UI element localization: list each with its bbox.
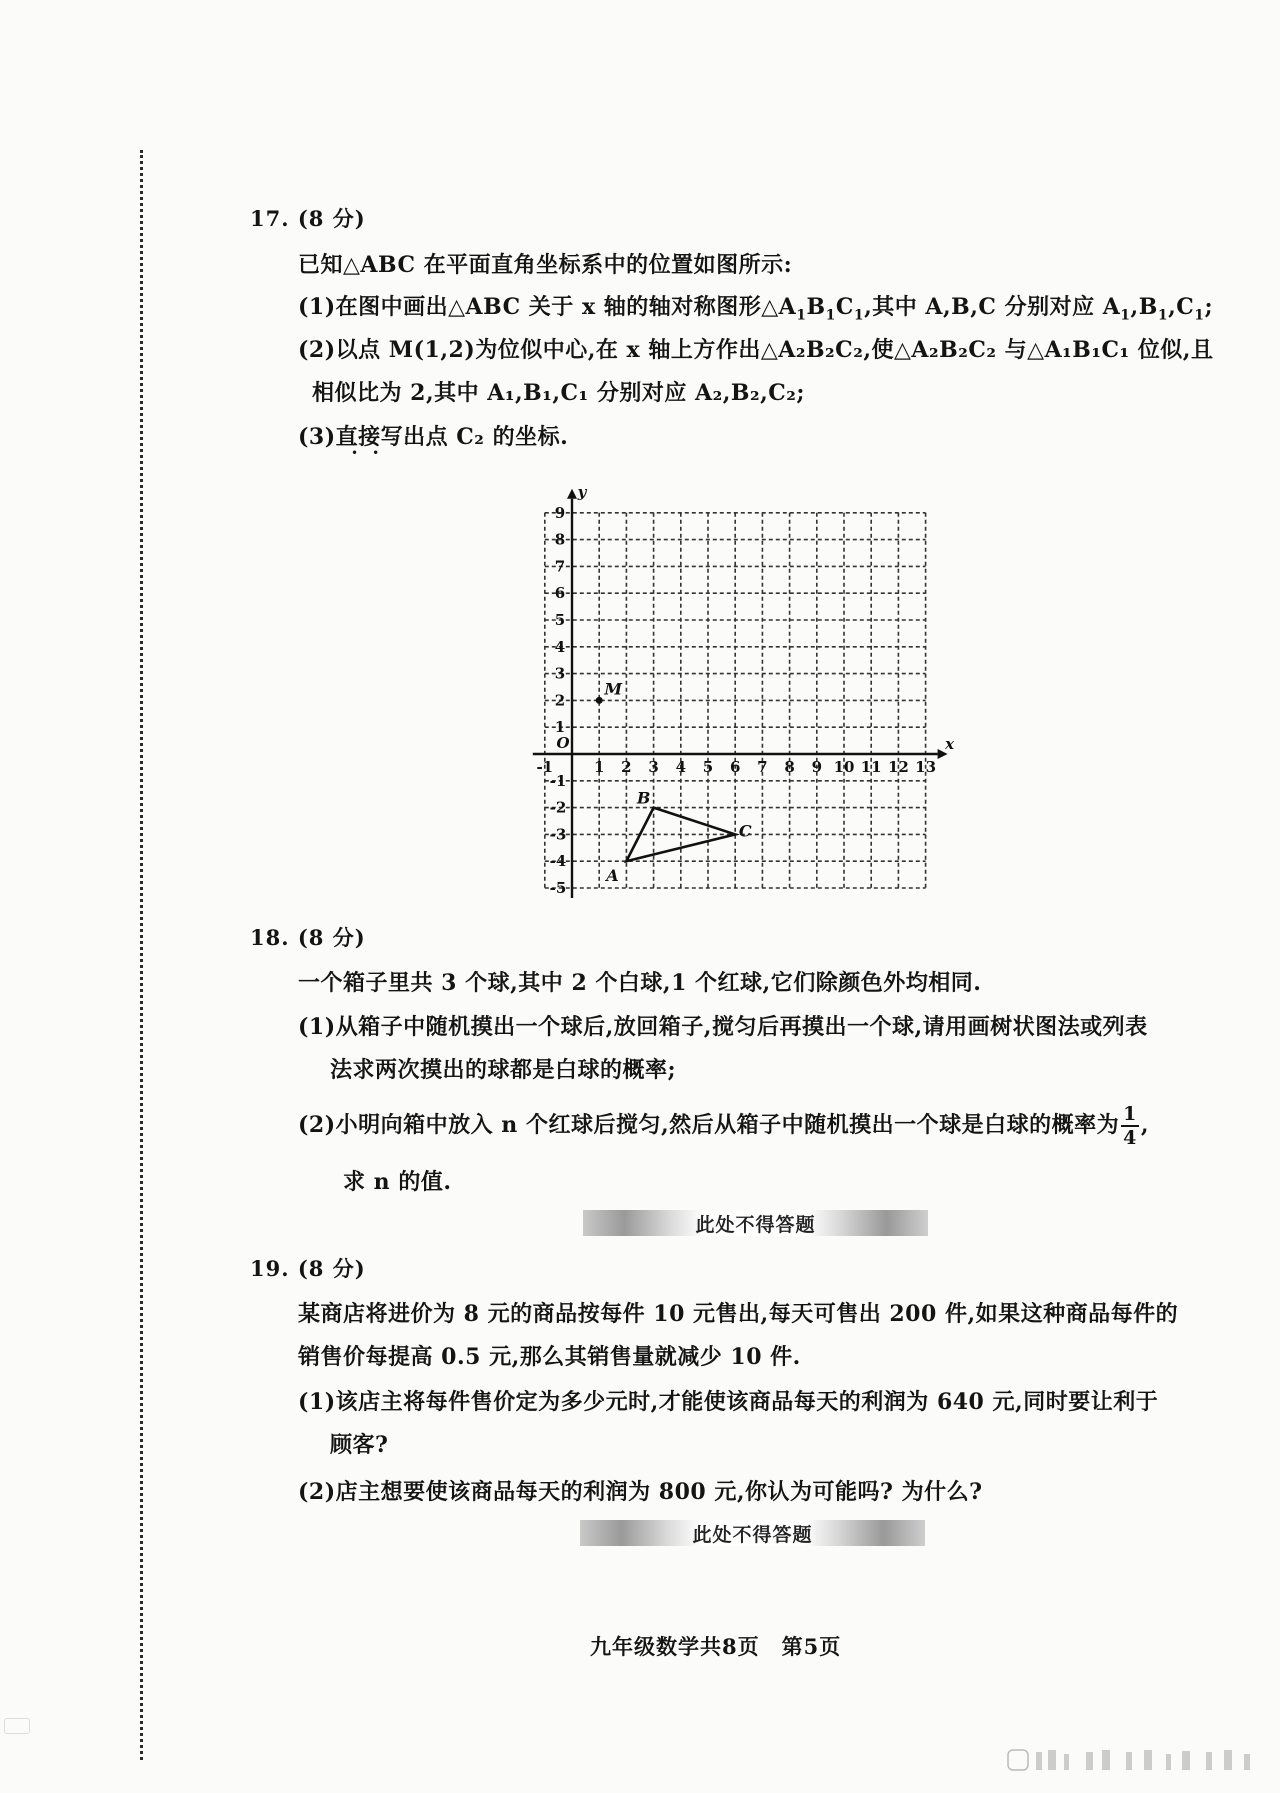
y-axis-arrow [567,489,577,499]
x-tick-label: 12 [887,758,909,776]
q18-part1-line2: 法求两次摸出的球都是白球的概率; [330,1057,677,1083]
scan-edge-marks [1006,1748,1266,1774]
q19-part1-line1: (1)该店主将每件售价定为多少元时,才能使该商品每天的利润为 640 元,同时要让利于 [298,1389,1159,1415]
coordinate-grid [525,486,975,916]
point-m [596,697,603,704]
y-tick-label: 5 [554,611,566,629]
point-c-label: C [738,821,752,841]
q17-intro: 已知△ABC 在平面直角坐标系中的位置如图所示: [298,252,793,278]
q18-part2-line2: 求 n 的值. [343,1169,452,1195]
y-tick-label: 1 [554,718,566,737]
q18-intro: 一个箱子里共 3 个球,其中 2 个白球,1 个红球,它们除颜色外均相同. [298,970,982,996]
x-axis-label: x [945,735,955,753]
footer-page-number: 第5页 [781,1634,842,1659]
emphasis-dots: •• [351,446,394,460]
origin-label: O [556,734,570,752]
y-tick-label: 6 [554,584,566,603]
x-tick-label: 1 [593,758,605,776]
footer-title: 九年级数学共8页 [590,1634,760,1659]
y-tick-label: -3 [549,825,567,844]
x-tick-label: 13 [915,758,937,776]
x-tick-label: 11 [860,758,882,776]
y-tick-label: 3 [554,664,566,683]
q19-part1-line2: 顾客? [330,1432,389,1458]
x-tick-label: 3 [648,758,659,776]
q19-line1: 某商店将进价为 8 元的商品按每件 10 元售出,每天可售出 200 件,如果这种商品每件的 [298,1301,1179,1327]
x-tick-label: 7 [757,758,768,776]
point-a-label: A [606,866,619,886]
y-tick-label: 4 [554,637,566,656]
y-tick-label: 2 [554,691,566,710]
point-m-label: M [604,679,623,699]
y-tick-label: -2 [549,798,567,817]
y-tick-label: -1 [549,771,567,790]
point-b-label: B [636,788,651,808]
q17-part3: (3)直接写出点 C₂ 的坐标. [298,424,569,450]
x-tick-label: -1 [536,758,554,776]
q17-part1: (1)在图中画出△ABC 关于 x 轴的轴对称图形$\triangle A_1B_1C_1$,其中 A,B,C 分别对应 $A_1,B_1,C_1$; [298,294,1214,324]
binding-dotted-line [140,150,143,1760]
q17-part2-line1: (2)以点 M(1,2)为位似中心,在 x 轴上方作出△A₂B₂C₂,使△A₂B₂C₂ 与△A₁B₁C₁ 位似,且 [298,337,1214,363]
x-tick-label: 4 [675,758,687,776]
y-tick-label: 7 [554,557,566,576]
y-tick-label: -4 [549,852,567,871]
q17-part2-line2: 相似比为 2,其中 A₁,B₁,C₁ 分别对应 A₂,B₂,C₂; [312,380,806,406]
q17-heading: 17. (8 分) [250,206,366,231]
x-tick-label: 5 [702,758,714,776]
x-tick-label: 9 [811,758,823,776]
q18-part2-line1: (2)小明向箱中放入 n 个红球后搅匀,然后从箱子中随机摸出一个球是白球的概率为 $\frac{1}{4}$ , [298,1103,1150,1149]
triangle-abc [593,697,736,861]
q18-part1-line1: (1)从箱子中随机摸出一个球后,放回箱子,搅匀后再摸出一个球,请用画树状图法或列表 [298,1014,1148,1040]
y-tick-label: 9 [554,503,566,522]
fraction-one-quarter: $\frac{1}{4}$ [1123,1103,1137,1149]
y-axis-label: y [577,486,587,501]
q18-heading: 18. (8 分) [250,925,366,950]
no-answer-zone-1: 此处不得答题 [583,1210,928,1236]
y-tick-label: -5 [549,879,567,897]
page-footer [590,1631,841,1661]
x-tick-label: 2 [621,758,632,776]
y-tick-label: 8 [554,530,566,549]
x-tick-label: 10 [833,758,855,776]
x-tick-label: 8 [784,758,795,776]
no-answer-zone-2: 此处不得答题 [580,1520,925,1546]
scan-artifact [4,1718,30,1734]
q19-line2: 销售价每提高 0.5 元,那么其销售量就减少 10 件. [298,1344,801,1370]
x-tick-label: 6 [729,758,741,776]
q19-heading: 19. (8 分) [250,1256,366,1281]
q19-part2: (2)店主想要使该商品每天的利润为 800 元,你认为可能吗? 为什么? [298,1479,983,1505]
